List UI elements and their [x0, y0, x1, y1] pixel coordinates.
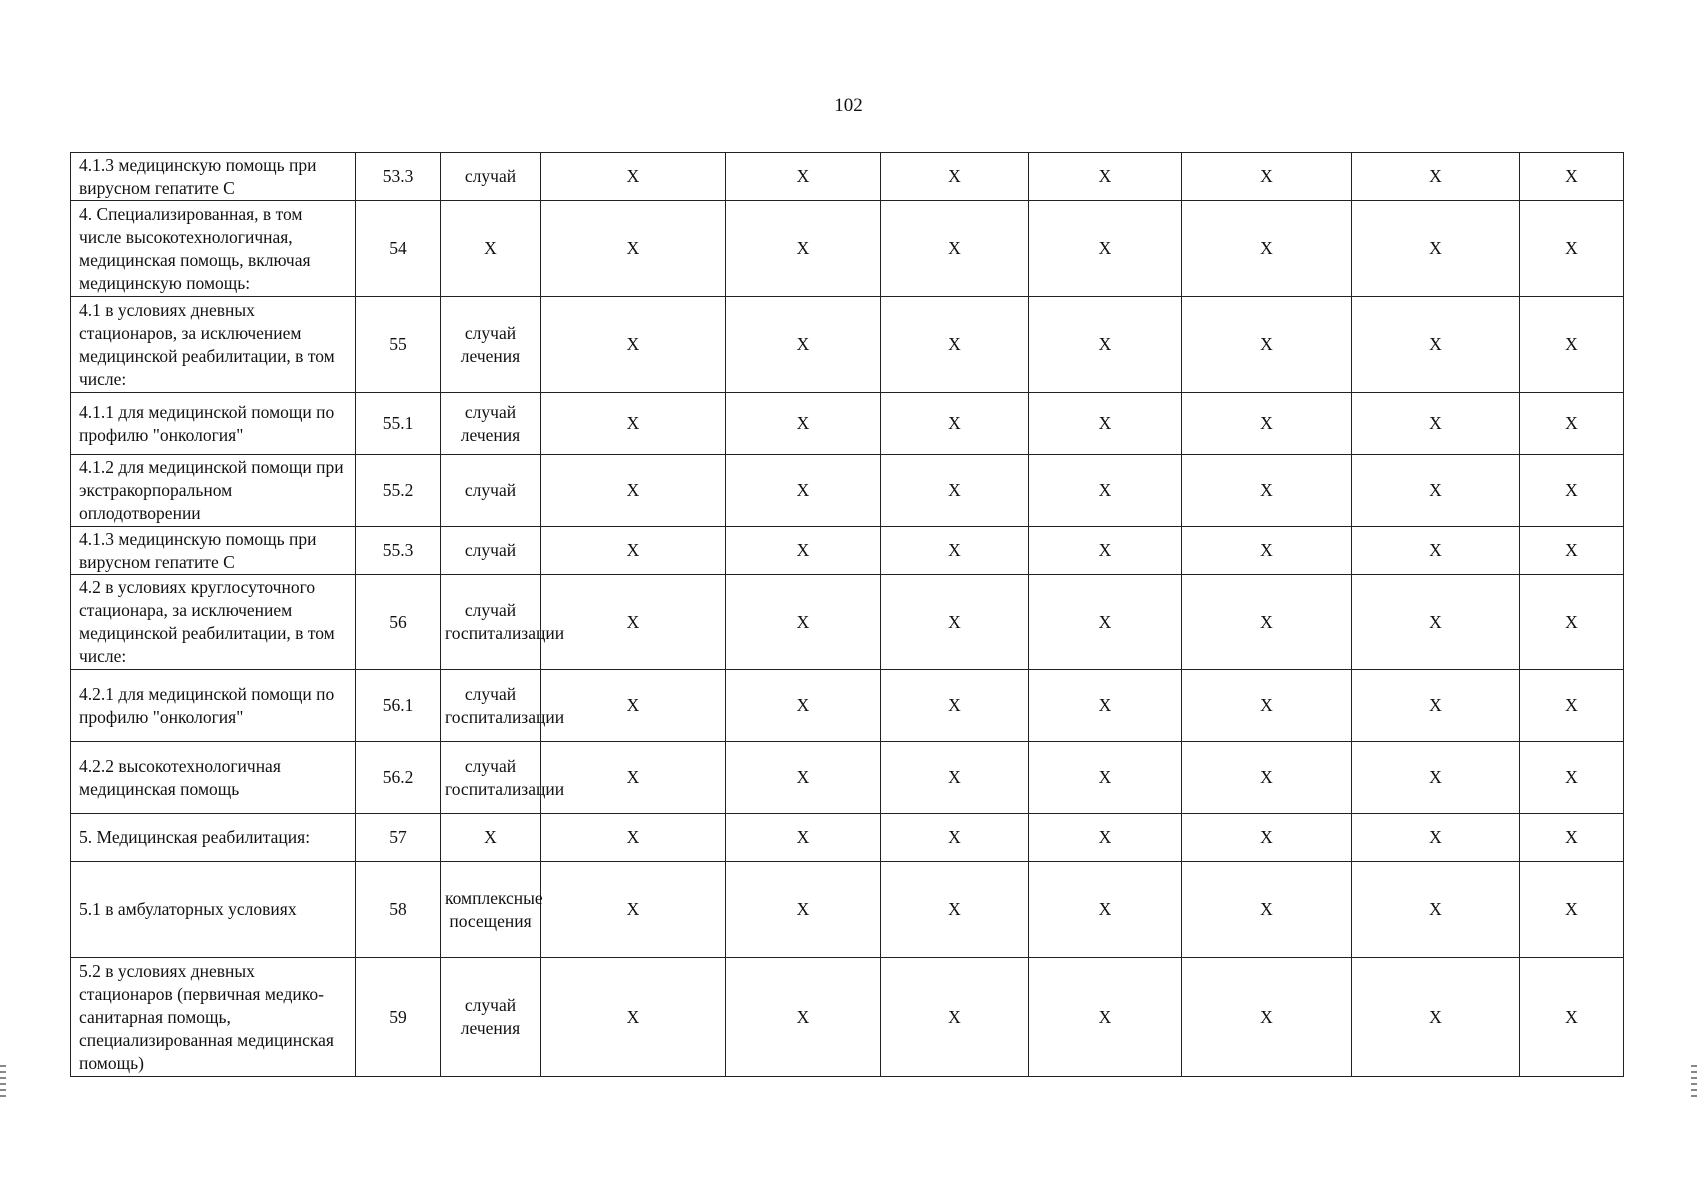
table-row — [71, 862, 1624, 958]
table-row — [71, 670, 1624, 742]
value-cell: X — [541, 814, 726, 862]
row-description: 4.2.1 для медицинской помощи по профилю "онкология" — [71, 670, 356, 742]
value-cell: X — [1029, 393, 1182, 455]
value-cell: X — [881, 297, 1029, 393]
value-cell: X — [1029, 958, 1182, 1077]
value-cell: X — [1182, 862, 1352, 958]
table-row — [71, 742, 1624, 814]
value-cell: X — [541, 153, 726, 201]
value-cell: X — [1029, 527, 1182, 575]
row-unit: X — [441, 201, 541, 297]
value-cell: X — [1352, 527, 1520, 575]
table-row — [71, 201, 1624, 297]
value-cell: X — [541, 575, 726, 670]
value-cell: X — [541, 862, 726, 958]
value-cell: X — [1520, 297, 1624, 393]
table-row — [71, 527, 1624, 575]
value-cell: X — [726, 201, 881, 297]
value-cell: X — [1182, 297, 1352, 393]
value-cell: X — [881, 393, 1029, 455]
value-cell: X — [1520, 201, 1624, 297]
row-line-number: 59 — [356, 958, 441, 1077]
value-cell: X — [1352, 742, 1520, 814]
row-description: 4.2.2 высокотехнологичная медицинская помощь — [71, 742, 356, 814]
value-cell: X — [1182, 201, 1352, 297]
value-cell: X — [1352, 153, 1520, 201]
value-cell: X — [541, 393, 726, 455]
value-cell: X — [1520, 153, 1624, 201]
row-line-number: 56 — [356, 575, 441, 670]
value-cell: X — [1352, 670, 1520, 742]
table-row — [71, 393, 1624, 455]
data-table — [70, 152, 1624, 1077]
value-cell: X — [1352, 201, 1520, 297]
value-cell: X — [726, 575, 881, 670]
value-cell: X — [726, 297, 881, 393]
value-cell: X — [1520, 670, 1624, 742]
right-margin-mark — [1691, 1065, 1697, 1101]
row-line-number: 55.3 — [356, 527, 441, 575]
value-cell: X — [1520, 455, 1624, 527]
value-cell: X — [881, 670, 1029, 742]
table-row — [71, 455, 1624, 527]
value-cell: X — [881, 455, 1029, 527]
row-line-number: 55.1 — [356, 393, 441, 455]
row-line-number: 55.2 — [356, 455, 441, 527]
value-cell: X — [1520, 742, 1624, 814]
value-cell: X — [881, 862, 1029, 958]
value-cell: X — [1182, 527, 1352, 575]
value-cell: X — [1520, 393, 1624, 455]
value-cell: X — [1520, 814, 1624, 862]
value-cell: X — [1029, 153, 1182, 201]
value-cell: X — [1182, 575, 1352, 670]
value-cell: X — [1520, 575, 1624, 670]
value-cell: X — [1029, 575, 1182, 670]
value-cell: X — [881, 742, 1029, 814]
row-unit: случай госпитализации — [441, 575, 541, 670]
row-description: 4.1.1 для медицинской помощи по профилю "онкология" — [71, 393, 356, 455]
value-cell: X — [1029, 742, 1182, 814]
value-cell: X — [1520, 862, 1624, 958]
table-body — [71, 153, 1624, 1077]
row-description: 4.1 в условиях дневных стационаров, за исключением медицинской реабилитации, в том числе: — [71, 297, 356, 393]
row-line-number: 56.2 — [356, 742, 441, 814]
value-cell: X — [541, 297, 726, 393]
value-cell: X — [726, 958, 881, 1077]
value-cell: X — [1352, 575, 1520, 670]
table-row — [71, 814, 1624, 862]
row-unit: случай — [441, 455, 541, 527]
row-description: 4.1.3 медицинскую помощь при вирусном гепатите С — [71, 527, 356, 575]
row-unit: комплексные посещения — [441, 862, 541, 958]
value-cell: X — [1182, 455, 1352, 527]
value-cell: X — [1182, 670, 1352, 742]
value-cell: X — [726, 670, 881, 742]
row-description: 4.2 в условиях круглосуточного стационара, за исключением медицинской реабилитации, в том числе: — [71, 575, 356, 670]
row-line-number: 56.1 — [356, 670, 441, 742]
value-cell: X — [541, 742, 726, 814]
value-cell: X — [1352, 393, 1520, 455]
table-row — [71, 153, 1624, 201]
row-description: 5.2 в условиях дневных стационаров (первичная медико-санитарная помощь, специализированная медицинская помощь) — [71, 958, 356, 1077]
value-cell: X — [1029, 455, 1182, 527]
value-cell: X — [541, 670, 726, 742]
row-unit: случай лечения — [441, 393, 541, 455]
row-line-number: 57 — [356, 814, 441, 862]
value-cell: X — [541, 201, 726, 297]
value-cell: X — [1352, 862, 1520, 958]
value-cell: X — [541, 455, 726, 527]
value-cell: X — [1352, 455, 1520, 527]
row-description: 5.1 в амбулаторных условиях — [71, 862, 356, 958]
value-cell: X — [726, 455, 881, 527]
value-cell: X — [881, 575, 1029, 670]
table-row — [71, 575, 1624, 670]
value-cell: X — [1520, 527, 1624, 575]
value-cell: X — [1029, 297, 1182, 393]
value-cell: X — [726, 527, 881, 575]
page-number: 102 — [834, 95, 863, 116]
table-row — [71, 958, 1624, 1077]
value-cell: X — [881, 201, 1029, 297]
row-unit: случай — [441, 153, 541, 201]
value-cell: X — [1182, 814, 1352, 862]
value-cell: X — [881, 527, 1029, 575]
row-unit: случай госпитализации — [441, 742, 541, 814]
left-margin-mark — [0, 1065, 6, 1101]
row-description: 4. Специализированная, в том числе высокотехнологичная, медицинская помощь, включая медицинскую помощь: — [71, 201, 356, 297]
value-cell: X — [1520, 958, 1624, 1077]
value-cell: X — [881, 814, 1029, 862]
value-cell: X — [1182, 742, 1352, 814]
value-cell: X — [1182, 393, 1352, 455]
row-description: 4.1.2 для медицинской помощи при экстракорпоральном оплодотворении — [71, 455, 356, 527]
value-cell: X — [1352, 814, 1520, 862]
row-line-number: 54 — [356, 201, 441, 297]
value-cell: X — [1029, 814, 1182, 862]
row-unit: случай лечения — [441, 297, 541, 393]
value-cell: X — [1182, 153, 1352, 201]
row-line-number: 53.3 — [356, 153, 441, 201]
value-cell: X — [1352, 297, 1520, 393]
value-cell: X — [726, 742, 881, 814]
value-cell: X — [881, 958, 1029, 1077]
value-cell: X — [1352, 958, 1520, 1077]
row-line-number: 58 — [356, 862, 441, 958]
value-cell: X — [726, 862, 881, 958]
value-cell: X — [1182, 958, 1352, 1077]
value-cell: X — [541, 958, 726, 1077]
value-cell: X — [541, 527, 726, 575]
row-unit: X — [441, 814, 541, 862]
table-row — [71, 297, 1624, 393]
row-description: 5. Медицинская реабилитация: — [71, 814, 356, 862]
row-line-number: 55 — [356, 297, 441, 393]
row-unit: случай госпитализации — [441, 670, 541, 742]
value-cell: X — [1029, 670, 1182, 742]
row-unit: случай — [441, 527, 541, 575]
value-cell: X — [726, 393, 881, 455]
value-cell: X — [726, 153, 881, 201]
row-unit: случай лечения — [441, 958, 541, 1077]
value-cell: X — [1029, 201, 1182, 297]
row-description: 4.1.3 медицинскую помощь при вирусном гепатите С — [71, 153, 356, 201]
value-cell: X — [726, 814, 881, 862]
value-cell: X — [1029, 862, 1182, 958]
value-cell: X — [881, 153, 1029, 201]
